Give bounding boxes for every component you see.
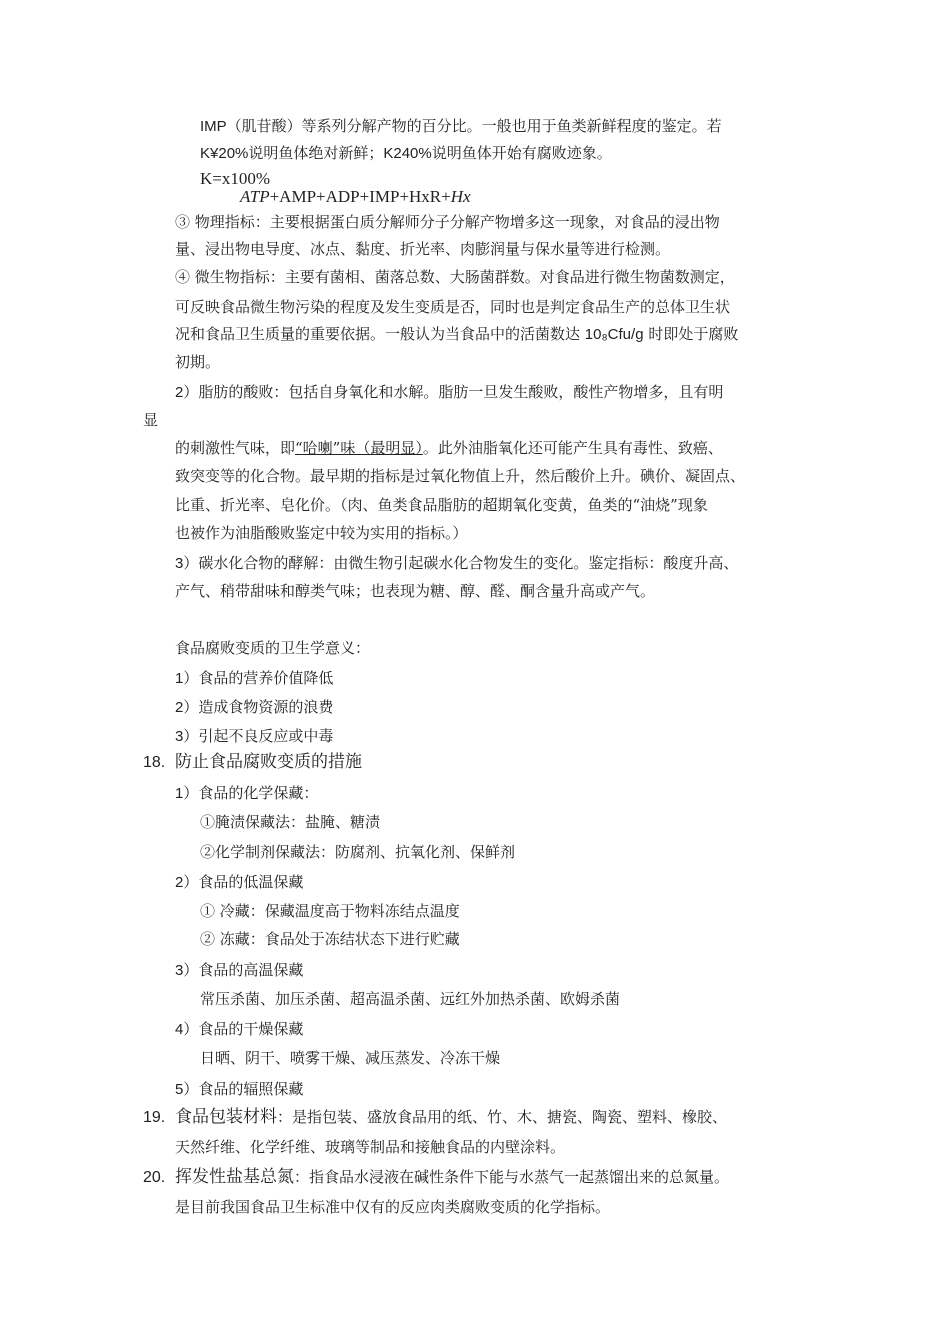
list-item bbox=[175, 782, 318, 805]
list-number: 1 bbox=[175, 785, 184, 802]
text-line: 产气、稍带甜味和醇类气味；也表现为糖、醇、醛、酮含量升高或产气。 bbox=[175, 582, 656, 600]
definition: ：是指包装、盛放食品用的纸、竹、木、搪瓷、陶瓷、塑料、橡胶、 bbox=[277, 1108, 728, 1126]
text-segment: ）造成食物资源的浪费 bbox=[183, 698, 334, 716]
text-line: 致突变等的化合物。最早期的指标是过氧化物值上升，然后酸价上升。碘价、凝固点、 bbox=[175, 467, 746, 485]
text-segment: ）引起不良反应或中毒 bbox=[183, 727, 334, 745]
section-heading: 防止食品腐败变质的措施 bbox=[175, 752, 362, 772]
text-line: ① 冷藏：保藏温度高于物料冻结点温度 bbox=[200, 902, 460, 920]
text-line: 量、浸出物电导度、冰点、黏度、折光率、肉膨润量与保水量等进行检测。 bbox=[175, 240, 671, 258]
text-line: 是目前我国食品卫生标准中仅有的反应肉类腐败变质的化学指标。 bbox=[175, 1198, 611, 1216]
formula-term: ATP bbox=[240, 187, 270, 206]
formula-term: Hx bbox=[450, 187, 471, 206]
text-segment: ）食品的低温保藏 bbox=[183, 873, 304, 891]
list-item bbox=[175, 725, 333, 748]
text-line: 比重、折光率、皂化价。（肉、鱼类食品脂肪的超期氧化变黄，鱼类的“油烧”现象 bbox=[175, 496, 708, 514]
section-heading bbox=[175, 1106, 727, 1128]
text-line: 显 bbox=[143, 411, 159, 429]
text-line: K¥20%说明鱼体绝对新鲜；K240%说明鱼体开始有腐败迹象。 bbox=[200, 145, 612, 162]
text-segment: ）食品的营养价值降低 bbox=[183, 669, 334, 687]
list-number: 2 bbox=[175, 384, 184, 401]
text-line: ④ 微生物指标：主要有菌相、菌落总数、大肠菌群数。对食品进行微生物菌数测定， bbox=[175, 268, 735, 286]
list-number: 2 bbox=[175, 699, 184, 716]
text-segment: ）食品的高温保藏 bbox=[183, 961, 304, 979]
text-line bbox=[175, 323, 738, 346]
underlined-text: “哈喇”味（最明显） bbox=[295, 439, 423, 457]
text-line: ② 冻藏：食品处于冻结状态下进行贮藏 bbox=[200, 930, 460, 948]
term: 食品包装材料 bbox=[175, 1107, 277, 1127]
text-segment: 10₈Cfu/g bbox=[584, 326, 644, 343]
formula-denominator bbox=[240, 186, 471, 208]
text-segment: ）碳水化合物的酵解：由微生物引起碳水化合物发生的变化。鉴定指标：酸度升高、 bbox=[183, 554, 739, 572]
list-number: 2 bbox=[175, 874, 184, 891]
list-item bbox=[175, 1078, 303, 1101]
formula-line: K=x100% bbox=[200, 169, 271, 188]
section-number: 20. bbox=[143, 1169, 166, 1186]
section-number: 18. bbox=[143, 754, 166, 771]
definition: ：指食品水浸液在碱性条件下能与水蒸气一起蒸馏出来的总氮量。 bbox=[294, 1168, 730, 1186]
section-number: 19. bbox=[143, 1109, 166, 1126]
text-segment: ）食品的辐照保藏 bbox=[183, 1080, 304, 1098]
text-segment: 况和食品卫生质量的重要依据。一般认为当食品中的活菌数达 bbox=[175, 325, 585, 343]
list-item bbox=[175, 1018, 303, 1041]
text-line: 初期。 bbox=[175, 353, 221, 371]
formula-term: +AMP+ADP+IMP+HxR+ bbox=[269, 187, 451, 206]
text-segment: ）食品的化学保藏： bbox=[183, 784, 319, 802]
list-number: 3 bbox=[175, 962, 184, 979]
list-item bbox=[175, 667, 333, 690]
list-item bbox=[175, 959, 303, 982]
text-line bbox=[175, 552, 738, 575]
text-line bbox=[200, 115, 722, 138]
list-number: 1 bbox=[175, 670, 184, 687]
term: 挥发性盐基总氮 bbox=[175, 1167, 294, 1187]
text-line: 常压杀菌、加压杀菌、超高温杀菌、远红外加热杀菌、欧姆杀菌 bbox=[200, 990, 621, 1008]
text-line: 可反映食品微生物污染的程度及发生变质是否，同时也是判定食品生产的总体卫生状 bbox=[175, 298, 731, 316]
list-number: 3 bbox=[175, 555, 184, 572]
text-line: ③ 物理指标：主要根据蛋白质分解师分子分解产物增多这一现象，对食品的浸出物 bbox=[175, 213, 720, 231]
text-segment: 。此外油脂氧化还可能产生具有毒性、致癌、 bbox=[422, 439, 723, 457]
text-segment: 时即处于腐败 bbox=[643, 325, 739, 343]
text-segment: ）脂肪的酸败：包括自身氧化和水解。脂肪一旦发生酸败，酸性产物增多，且有明 bbox=[183, 383, 724, 401]
text-line: 天然纤维、化学纤维、玻璃等制品和接触食品的内壁涂料。 bbox=[175, 1138, 566, 1156]
list-number: 3 bbox=[175, 728, 184, 745]
text-line: ①腌渍保藏法：盐腌、糖渍 bbox=[200, 813, 381, 831]
text-line: ②化学制剂保藏法：防腐剂、抗氧化剂、保鲜剂 bbox=[200, 843, 516, 861]
text-segment: IMP（肌苷酸）等系列分解产物的百分比。一般也用于鱼类新鲜程度的鉴定。若 bbox=[200, 118, 722, 135]
section-heading bbox=[175, 1166, 729, 1188]
list-number: 5 bbox=[175, 1081, 184, 1098]
text-segment: 的刺激性气味，即 bbox=[175, 439, 296, 457]
text-line: 食品腐败变质的卫生学意义： bbox=[175, 639, 371, 657]
text-segment: ）食品的干燥保藏 bbox=[183, 1020, 304, 1038]
list-number: 4 bbox=[175, 1021, 184, 1038]
text-line: 日晒、阴干、喷雾干燥、减压蒸发、冷冻干燥 bbox=[200, 1049, 501, 1067]
list-item bbox=[175, 871, 303, 894]
text-line: 也被作为油脂酸败鉴定中较为实用的指标。） bbox=[175, 524, 468, 542]
text-line bbox=[175, 381, 723, 404]
list-item bbox=[175, 696, 333, 719]
text-line bbox=[175, 437, 723, 459]
